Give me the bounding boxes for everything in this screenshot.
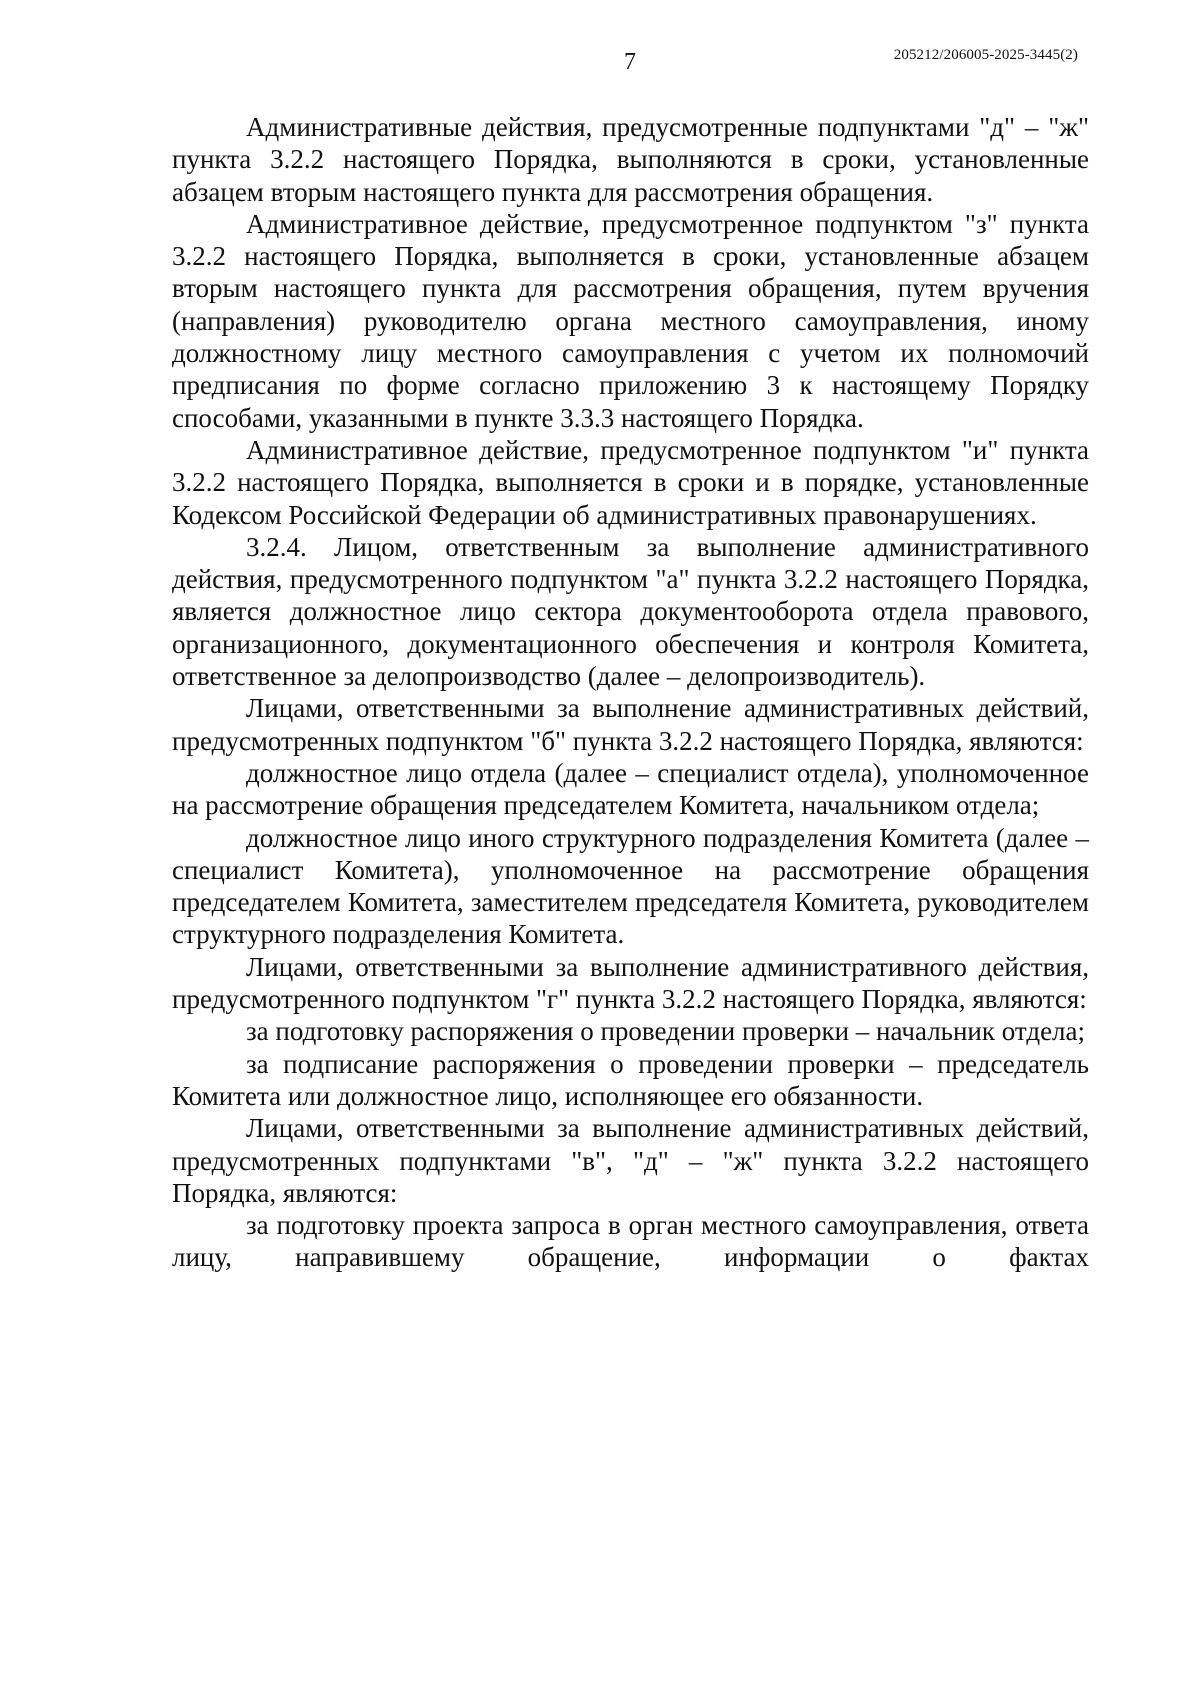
- paragraph-responsible-g: Лицами, ответственными за выполнение административного действия, предусмотренного подпунктом "г" пункта 3.2.2 настоящего Порядка, являются:: [172, 951, 1089, 1015]
- document-id: 205212/206005-2025-3445(2): [893, 47, 1078, 63]
- paragraph-order-signing: за подписание распоряжения о проведении проверки – председатель Комитета или должностное лицо, исполняющее его обязанности.: [172, 1048, 1089, 1111]
- paragraph-responsible-v-d-zh: Лицами, ответственными за выполнение административных действий, предусмотренных подпунктами "в", "д" – "ж" пункта 3.2.2 настоящего Порядка, являются:: [172, 1113, 1089, 1208]
- document-body: [172, 111, 1089, 1274]
- page-number: 7: [624, 49, 636, 75]
- paragraph-order-preparation: за подготовку распоряжения о проведении проверки – начальник отдела;: [246, 1016, 1086, 1047]
- paragraph-department-specialist: должностное лицо отдела (далее – специалист отдела), уполномоченное на рассмотрение обращения председателем Комитета, начальником отдела;: [172, 757, 1089, 821]
- paragraph-actions-d-zh: Административные действия, предусмотренные подпунктами "д" – "ж" пункта 3.2.2 настоящего Порядка, выполняются в сроки, установленные абзацем вторым настоящего пункта для рассмотрения обращения.: [172, 112, 1089, 207]
- paragraph-committee-specialist: должностное лицо иного структурного подразделения Комитета (далее – специалист Комитета), уполномоченное на рассмотрение обращения председателем Комитета, заместителем председателя Комитета, руководителем структурного подразделения Комитета.: [172, 822, 1089, 950]
- paragraph-action-z: Административное действие, предусмотренное подпунктом "з" пункта 3.2.2 настоящего Порядка, выполняется в сроки, установленные абзацем вторым настоящего пункта для рассмотрения обращения, путем вручения (направления) руководителю органа местного самоуправления, иному должностному лицу местного самоуправления с учетом их полномочий предписания по форме согласно приложению 3 к настоящему Порядку способами, указанными в пункте 3.3.3 настоящего Порядка.: [172, 208, 1089, 433]
- paragraph-action-i: Административное действие, предусмотренное подпунктом "и" пункта 3.2.2 настоящего Порядка, выполняется в сроки и в порядке, установленные Кодексом Российской Федерации об административных правонарушениях.: [172, 434, 1089, 530]
- paragraph-responsible-b: Лицами, ответственными за выполнение административных действий, предусмотренных подпунктом "б" пункта 3.2.2 настоящего Порядка, являются:: [172, 693, 1089, 756]
- paragraph-request-preparation: за подготовку проекта запроса в орган местного самоуправления, ответа лицу, направившему обращение, информации о фактах: [172, 1210, 1089, 1273]
- paragraph-3-2-4: 3.2.4. Лицом, ответственным за выполнение административного действия, предусмотренного подпунктом "а" пункта 3.2.2 настоящего Порядка, является должностное лицо сектора документооборота отдела правового, организационного, документационного обеспечения и контроля Комитета, ответственное за делопроизводство (далее – делопроизводитель).: [172, 531, 1089, 692]
